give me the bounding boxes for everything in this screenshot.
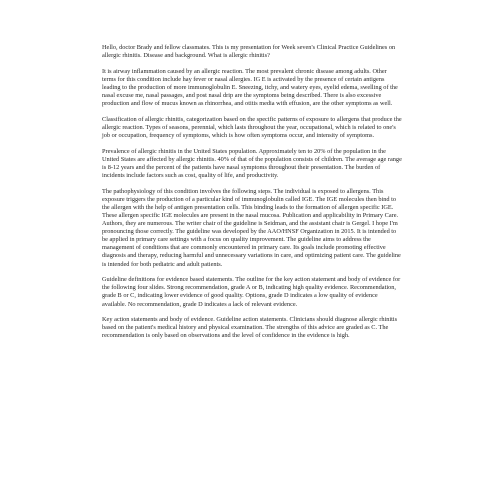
paragraph-intro: Hello, doctor Brady and fellow classmates. This is my presentation for Week seven's Clinical Practice Guidelines on allergic rhinitis. Disease and background. What is allergic rhinitis? <box>102 44 396 60</box>
document-page <box>102 44 402 348</box>
paragraph-classification: Classification of allergic rhinitis, categorization based on the specific patterns of exposure to allergens that produce the allergic reaction. Types of seasons, perennial, which lasts throughout the year, occupational, which is related to one's job or occupation, frequency of symptoms, which is how often symptoms occur, and intensity of symptoms. <box>102 115 402 140</box>
paragraph-prevalence: Prevalence of allergic rhinitis in the United States population. Approximately ten to 20% of the population in the United States are affected by allergic rhinitis. 40% of that of the population consists of children. The average age range is 8-12 years and the percent of the patients have nasal symptoms throughout their presentation. The burden of incidents include factors such as cost, quality of life, and productivity. <box>102 147 402 179</box>
paragraph-pathophysiology: The pathophysiology of this condition involves the following steps. The individual is exposed to allergens. This exposure triggers the production of a particular kind of immunoglobulin called IGE. The IGE molecules then bind to the allergen with the help of antigen presentation cells. This binding leads to the formation of allergen specific IGE. These allergen specific IGE molecules are present in the nasal mucosa. Publication and applicability in Primary Care. Authors, they are numerous. The writer chair of the guideline is Seidman, and the assistant chair is Gergel. I hope I'm pronouncing those correctly. The guideline was developed by the AAO/HNSF Organization in 2015. It is intended to be applied in primary care settings with a focus on quality improvement. The guideline aims to address the management of conditions that are commonly encountered in primary care. Its goals include promoting effective diagnosis and therapy, reducing harmful and unnecessary variations in care, and optimizing patient care. The guideline is intended for both pediatric and adult patients. <box>102 187 401 268</box>
paragraph-definition: It is airway inflammation caused by an allergic reaction. The most prevalent chronic disease among adults. Other terms for this condition include hay fever or nasal allergies. IG E is activated by the presence of certain antigens leading to the production of more immunoglobulin E. Sneezing, itchy, and watery eyes, eyelid edema, swelling of the nasal excuse me, nasal passages, and post nasal drip are the symptoms being described. There is also excessive production and flow of mucus known as rhinorrhea, and otitis media with effusion, are the other symptoms as well. <box>102 67 398 108</box>
paragraph-guideline-definitions: Guideline definitions for evidence based statements. The outline for the key action statement and body of evidence for the following four slides. Strong recommendation, grade A or B, indicating high quality evidence. Recommendation, grade B or C, indicating lower evidence of good quality. Options, grade D indicates a low quality of evidence available. No recommendation, grade D indicates a lack of relevant evidence. <box>102 276 401 308</box>
paragraph-key-action-statements: Key action statements and body of evidence. Guideline action statements. Clinicians should diagnose allergic rhinitis based on the patient's medical history and physical examination. The strengths of this advice are graded as C. The recommendation is only based on observations and the level of confidence in the evidence is high. <box>102 316 398 340</box>
